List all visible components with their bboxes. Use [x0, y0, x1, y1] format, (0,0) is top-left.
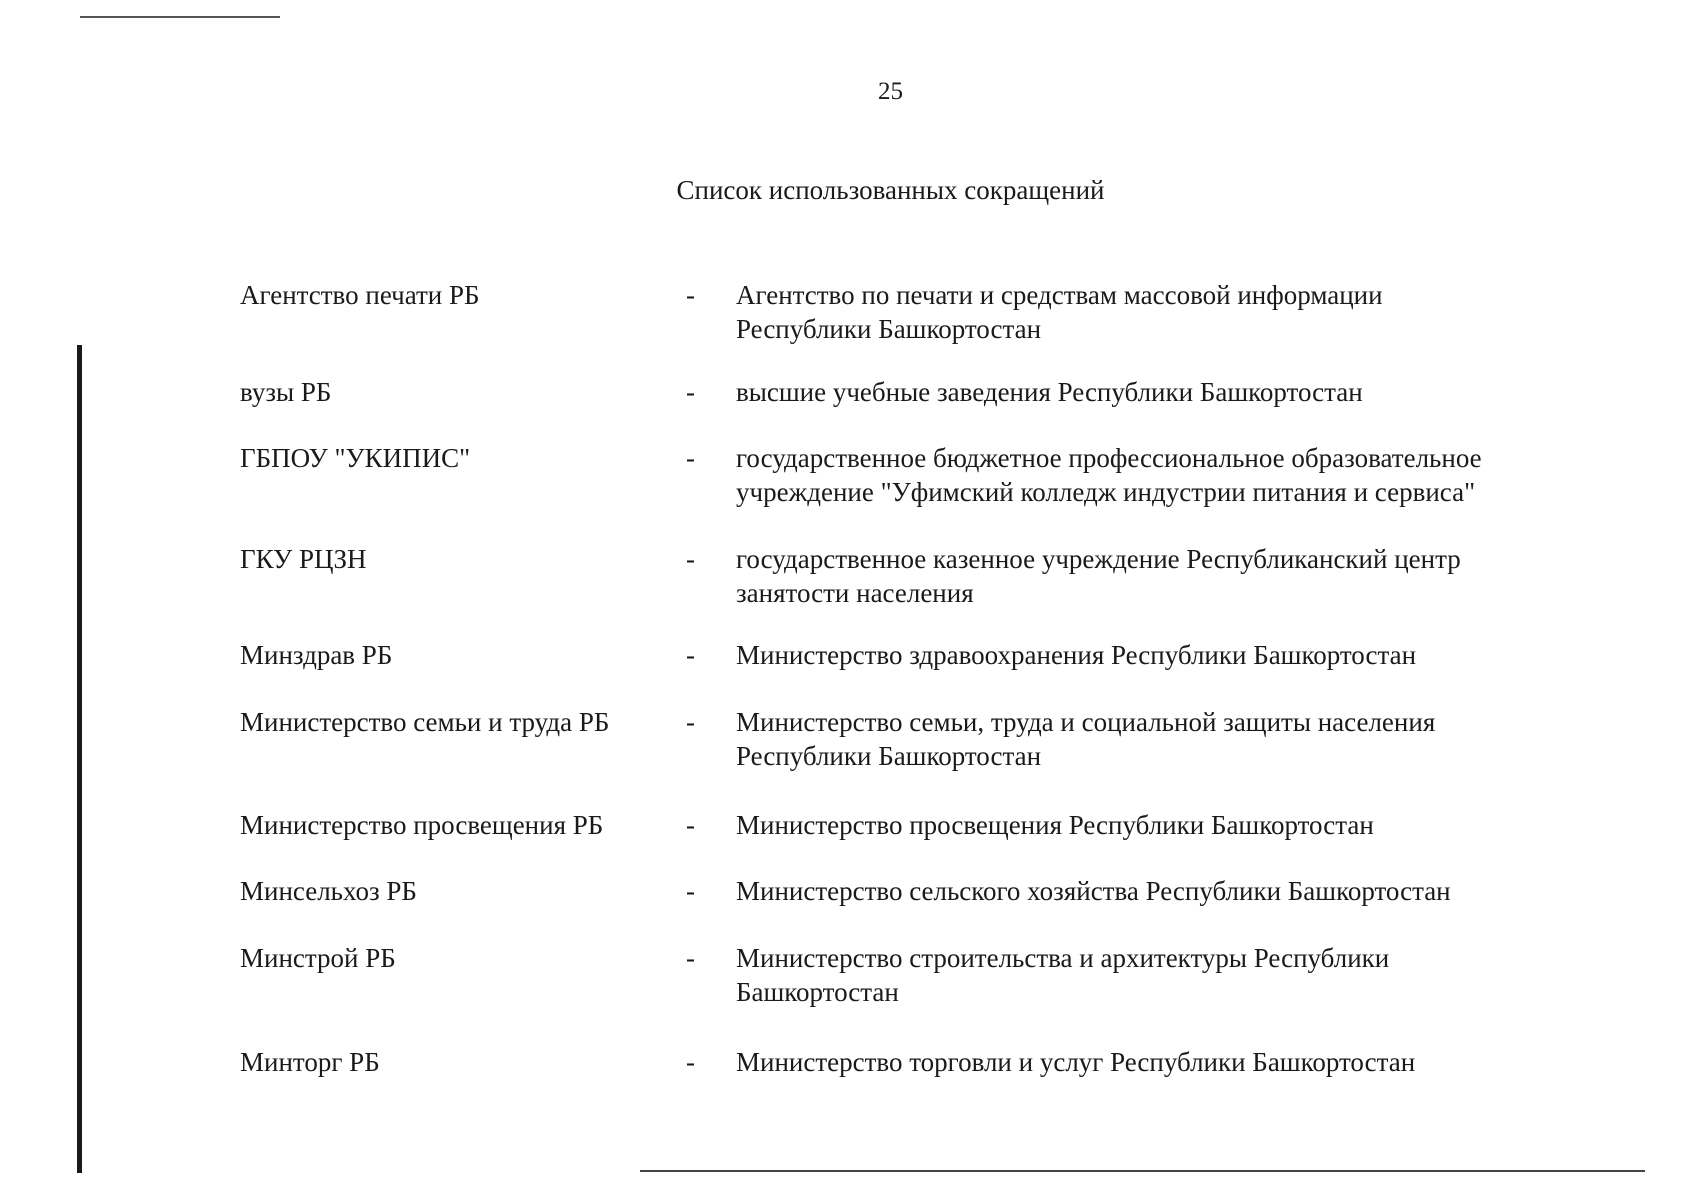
abbreviation-term: ГКУ РЦЗН: [240, 544, 367, 574]
dash-separator: -: [686, 640, 695, 670]
scan-edge-left: [77, 345, 82, 1173]
dash-separator: -: [686, 876, 695, 906]
page-number: 25: [878, 78, 903, 105]
abbreviation-term: ГБПОУ "УКИПИС": [240, 443, 471, 473]
abbreviation-term: Минздрав РБ: [240, 640, 393, 670]
dash-separator: -: [686, 707, 695, 737]
page-title: Список использованных сокращений: [676, 175, 1105, 205]
dash-separator: -: [686, 1047, 695, 1077]
abbreviation-term: Министерство семьи и труда РБ: [240, 707, 610, 737]
abbreviation-definition: Министерство сельского хозяйства Республики Башкортостан: [736, 876, 1451, 906]
dash-separator: -: [686, 280, 695, 310]
abbreviation-term: Агентство печати РБ: [240, 280, 480, 310]
dash-separator: -: [686, 443, 695, 473]
abbreviation-definition: государственное бюджетное профессиональное образовательное учреждение "Уфимский колледж индустрии питания и сервиса": [736, 443, 1482, 507]
abbreviation-definition: Министерство семьи, труда и социальной защиты населения Республики Башкортостан: [736, 707, 1436, 771]
abbreviation-term: вузы РБ: [240, 377, 332, 407]
abbreviation-definition: высшие учебные заведения Республики Башкортостан: [736, 377, 1363, 407]
abbreviation-term: Минсельхоз РБ: [240, 876, 417, 906]
dash-separator: -: [686, 943, 695, 973]
abbreviation-term: Министерство просвещения РБ: [240, 810, 604, 840]
abbreviation-definition: Министерство здравоохранения Республики Башкортостан: [736, 640, 1417, 670]
dash-separator: -: [686, 544, 695, 574]
abbreviation-definition: государственное казенное учреждение Республиканский центр занятости населения: [736, 544, 1461, 608]
abbreviation-definition: Министерство торговли и услуг Республики Башкортостан: [736, 1047, 1416, 1077]
scan-edge-top: [80, 16, 280, 18]
dash-separator: -: [686, 810, 695, 840]
abbreviation-definition: Агентство по печати и средствам массовой информации Республики Башкортостан: [736, 280, 1383, 344]
abbreviation-term: Минстрой РБ: [240, 943, 396, 973]
scan-edge-bottom: [640, 1170, 1645, 1172]
abbreviation-definition: Министерство просвещения Республики Башкортостан: [736, 810, 1374, 840]
abbreviation-definition: Министерство строительства и архитектуры Республики Башкортостан: [736, 943, 1390, 1007]
abbreviation-term: Минторг РБ: [240, 1047, 380, 1077]
dash-separator: -: [686, 377, 695, 407]
